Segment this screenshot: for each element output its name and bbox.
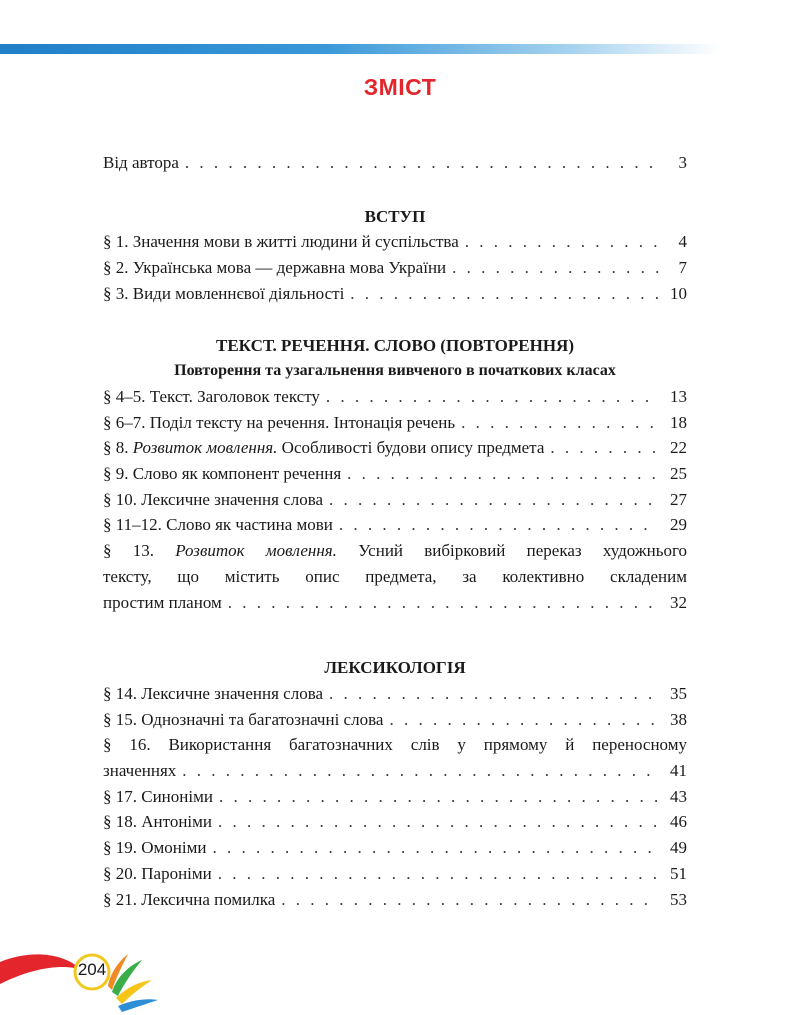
dot-leader [219, 784, 659, 810]
toc-entry-text: Від автора [103, 153, 179, 172]
toc-entry-text: значеннях [103, 761, 177, 781]
toc-entry-rest: Усний вибірковий переказ художнього [336, 541, 687, 561]
toc-entry[interactable] [103, 681, 687, 707]
toc-entry-prefix: § 13. [103, 541, 176, 561]
toc-page-number: 46 [670, 812, 687, 832]
toc-entry[interactable] [103, 707, 687, 733]
toc-entry[interactable] [103, 487, 687, 513]
toc-entry-prefix: § 8. [103, 438, 133, 458]
toc-page-number: 53 [670, 889, 687, 909]
toc-entry-text: § 1. Значення мови в житті людини й суспільства [103, 232, 459, 252]
dot-leader [350, 281, 659, 307]
header-gradient-bar [0, 44, 720, 54]
toc-entry[interactable] [103, 384, 687, 410]
toc-entry-text: простим планом [103, 592, 222, 612]
toc-entry[interactable] [103, 281, 687, 307]
toc-page-number: 10 [670, 283, 687, 303]
toc-page-number: 27 [670, 489, 687, 509]
dot-leader [185, 150, 659, 176]
toc-entry-text: § 21. Лексична помилка [103, 889, 276, 909]
toc-entry-text [103, 435, 544, 461]
red-swoosh-shape [0, 954, 82, 984]
toc-entry-multiline[interactable] [103, 538, 687, 615]
toc-entry-text: § 20. Пароніми [103, 863, 212, 883]
toc-entry[interactable] [103, 887, 687, 913]
dot-leader [339, 512, 659, 538]
dot-leader [182, 758, 659, 784]
toc-page-number: 13 [670, 386, 687, 406]
toc-page-number: 4 [678, 232, 687, 252]
dot-leader [326, 384, 659, 410]
toc-entry-last-line [103, 590, 687, 616]
dot-leader [452, 255, 659, 281]
page-number: 204 [77, 960, 107, 979]
toc-entry-text: § 4–5. Текст. Заголовок тексту [103, 386, 320, 406]
dot-leader [329, 681, 659, 707]
toc-page-number: 43 [670, 786, 687, 806]
toc-page-number: 32 [670, 592, 687, 612]
toc-entry-line: тексту, що містить опис предмета, за колективно складеним [103, 566, 687, 586]
dot-leader [550, 435, 659, 461]
toc-page-number: 22 [670, 438, 687, 458]
page-title: ЗМІСТ [363, 74, 437, 100]
dot-leader [389, 707, 659, 733]
toc-page-number: 25 [670, 464, 687, 484]
section-title-leksykolohiia: ЛЕКСИКОЛОГІЯ [324, 658, 466, 678]
toc-entry-text: § 9. Слово як компонент речення [103, 464, 342, 484]
toc-page-number: 3 [678, 153, 687, 172]
toc-entry-text: § 10. Лексичне значення слова [103, 489, 324, 509]
dot-leader [218, 861, 659, 887]
toc-entry-italic: Розвиток мовлення. [175, 541, 337, 561]
section-subtitle: Повторення та узагальнення вивченого в початкових класах [174, 362, 616, 380]
toc-entry-text: § 11–12. Слово як частина мови [103, 515, 333, 535]
toc-page-number: 18 [670, 412, 687, 432]
toc-entry[interactable] [103, 784, 687, 810]
toc-entry[interactable] [103, 410, 687, 436]
toc-page-number: 29 [670, 515, 687, 535]
toc-entry-multiline[interactable] [103, 732, 687, 783]
dot-leader [465, 229, 659, 255]
toc-entry-text: § 14. Лексичне значення слова [103, 683, 324, 703]
toc-entry[interactable] [103, 229, 687, 255]
toc-entry-text: § 3. Види мовленнєвої діяльності [103, 283, 345, 303]
dot-leader [218, 809, 659, 835]
toc-entry-text: § 17. Синоніми [103, 786, 213, 806]
section-title-text: ТЕКСТ. РЕЧЕННЯ. СЛОВО (ПОВТОРЕННЯ) [216, 335, 574, 355]
dot-leader [212, 835, 659, 861]
toc-page-number: 51 [670, 863, 687, 883]
toc-entry-line: § 16. Використання багатозначних слів у прямому й переносному [103, 735, 687, 755]
toc-entry[interactable] [103, 835, 687, 861]
toc-entry[interactable] [103, 255, 687, 281]
toc-entry[interactable] [103, 461, 687, 487]
toc-entry-intro[interactable] [103, 150, 687, 176]
toc-entry[interactable] [103, 512, 687, 538]
section-title-vstup: ВСТУП [364, 206, 426, 226]
toc-entry[interactable] [103, 809, 687, 835]
toc-page-number: 7 [678, 258, 687, 278]
toc-entry-text: § 2. Українська мова — державна мова України [103, 258, 447, 278]
toc-entry-last-line [103, 758, 687, 784]
toc-page-number: 49 [670, 838, 687, 858]
toc-entry-italic: Розвиток мовлення. [132, 438, 278, 458]
dot-leader [329, 487, 659, 513]
toc-page-number: 35 [670, 683, 687, 703]
toc-entry[interactable] [103, 861, 687, 887]
toc-entry-text: § 19. Омоніми [103, 838, 207, 858]
toc-page-number: 41 [670, 761, 687, 781]
toc-entry-line [103, 538, 687, 564]
dot-leader [461, 410, 659, 436]
toc-entry-rest: Особливості будови опису предмета [277, 438, 545, 458]
table-of-contents [103, 150, 687, 912]
toc-entry-text: § 6–7. Поділ тексту на речення. Інтонація речень [103, 412, 456, 432]
dot-leader [228, 590, 659, 616]
toc-page-number: 38 [670, 709, 687, 729]
toc-entry[interactable] [103, 435, 687, 461]
toc-entry-text: § 15. Однозначні та багатозначні слова [103, 709, 384, 729]
dot-leader [281, 887, 659, 913]
toc-entry-text: § 18. Антоніми [103, 812, 213, 832]
dot-leader [347, 461, 659, 487]
